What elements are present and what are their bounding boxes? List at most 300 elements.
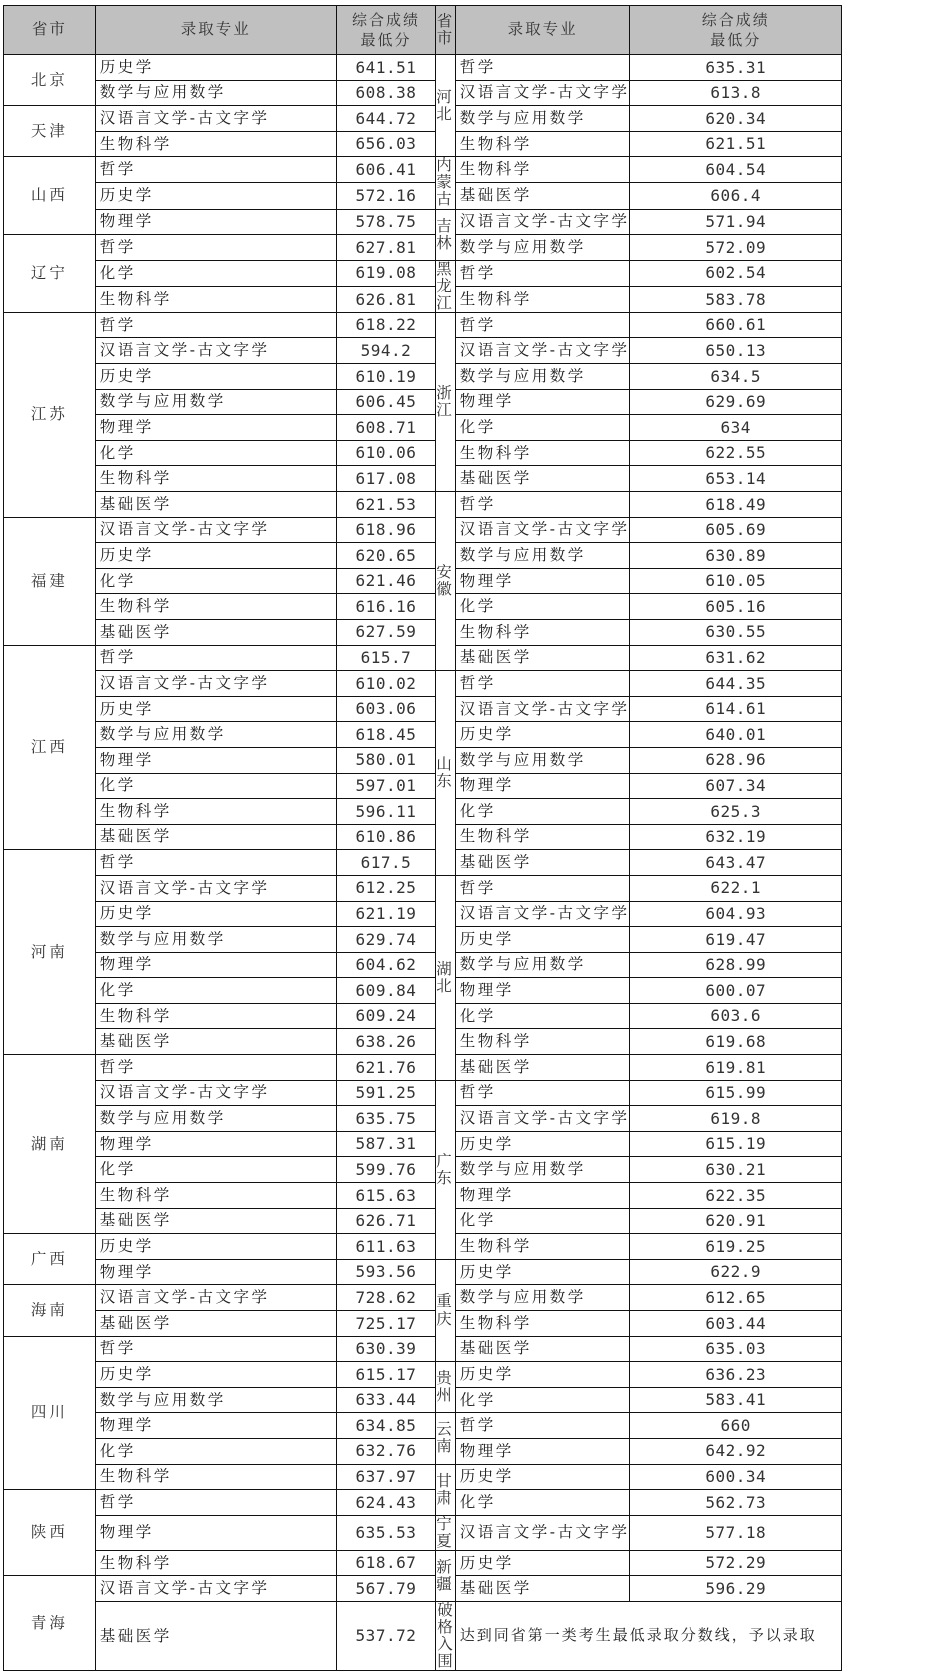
- major-cell: 历史学: [95, 1362, 336, 1388]
- score-cell: 606.41: [336, 157, 436, 183]
- score-cell: 630.21: [630, 1157, 841, 1183]
- score-cell: 603.06: [336, 696, 436, 722]
- score-cell: 640.01: [630, 722, 841, 748]
- header-province-right: 省市: [436, 6, 456, 55]
- major-cell: 汉语言文学-古文字学: [455, 1515, 630, 1550]
- major-cell: 哲学: [95, 1490, 336, 1516]
- province-cell: 福建: [4, 517, 96, 645]
- major-cell: 物理学: [455, 568, 630, 594]
- header-major-left: 录取专业: [95, 6, 336, 55]
- score-cell: 619.68: [630, 1029, 841, 1055]
- table-row: [4, 286, 933, 312]
- major-cell: 生物科学: [95, 1464, 336, 1490]
- major-cell: 基础医学: [95, 492, 336, 518]
- score-cell: 615.17: [336, 1362, 436, 1388]
- major-cell: 物理学: [95, 1259, 336, 1285]
- table-row: [4, 645, 933, 671]
- province-cell: 北京: [4, 55, 96, 106]
- score-cell: 619.25: [630, 1234, 841, 1260]
- score-cell: 596.11: [336, 799, 436, 825]
- province-cell: 河北: [436, 55, 456, 157]
- score-cell: 610.19: [336, 364, 436, 390]
- score-cell: 610.86: [336, 824, 436, 850]
- table-row: [4, 1003, 933, 1029]
- score-cell: 621.19: [336, 901, 436, 927]
- score-cell: 619.81: [630, 1055, 841, 1081]
- major-cell: 数学与应用数学: [455, 1285, 630, 1311]
- score-cell: 622.55: [630, 440, 841, 466]
- score-cell: 619.8: [630, 1106, 841, 1132]
- major-cell: 生物科学: [455, 1029, 630, 1055]
- table-header-row: [4, 6, 933, 55]
- score-cell: 632.19: [630, 824, 841, 850]
- score-cell: 627.59: [336, 619, 436, 645]
- major-cell: 基础医学: [455, 1576, 630, 1602]
- header-score-line2: 最低分: [360, 31, 412, 49]
- table-row: [4, 568, 933, 594]
- score-cell: 605.69: [630, 517, 841, 543]
- major-cell: 汉语言文学-古文字学: [455, 901, 630, 927]
- score-cell: 725.17: [336, 1311, 436, 1337]
- major-cell: 哲学: [455, 1080, 630, 1106]
- score-cell: 597.01: [336, 773, 436, 799]
- score-cell: 620.34: [630, 106, 841, 132]
- major-cell: 物理学: [455, 978, 630, 1004]
- table-row: [4, 824, 933, 850]
- header-score-left: [336, 6, 436, 55]
- score-cell: 622.1: [630, 875, 841, 901]
- admission-score-table-container: [3, 5, 933, 1671]
- score-cell: 624.43: [336, 1490, 436, 1516]
- major-cell: 哲学: [455, 671, 630, 697]
- province-cell: 云南: [436, 1413, 456, 1464]
- score-cell: 629.69: [630, 389, 841, 415]
- table-row: [4, 106, 933, 132]
- score-cell: 628.96: [630, 747, 841, 773]
- score-cell: 594.2: [336, 338, 436, 364]
- score-cell: 599.76: [336, 1157, 436, 1183]
- major-cell: 生物科学: [455, 824, 630, 850]
- major-cell: 物理学: [95, 747, 336, 773]
- score-cell: 618.49: [630, 492, 841, 518]
- province-cell: 内蒙古: [436, 156, 455, 209]
- score-cell: 621.53: [336, 492, 436, 518]
- table-row: [4, 747, 933, 773]
- table-row: [4, 1131, 933, 1157]
- score-cell: 603.44: [630, 1311, 841, 1337]
- score-cell: 629.74: [336, 927, 436, 953]
- major-cell: 基础医学: [455, 645, 630, 671]
- score-cell: 634.5: [630, 364, 841, 390]
- score-cell: 567.79: [336, 1576, 436, 1602]
- score-cell: 583.78: [630, 286, 841, 312]
- score-cell: 572.09: [630, 235, 841, 261]
- major-cell: 历史学: [95, 696, 336, 722]
- score-cell: 630.55: [630, 619, 841, 645]
- score-cell: 615.7: [336, 645, 436, 671]
- major-cell: 化学: [455, 1387, 630, 1413]
- table-row: [4, 543, 933, 569]
- major-cell: 哲学: [455, 875, 630, 901]
- major-cell: 基础医学: [95, 824, 336, 850]
- major-cell: 数学与应用数学: [455, 952, 630, 978]
- table-row: [4, 183, 933, 209]
- score-cell: 620.65: [336, 543, 436, 569]
- major-cell: 化学: [95, 978, 336, 1004]
- score-cell: 626.81: [336, 286, 436, 312]
- table-row: [4, 131, 933, 157]
- score-cell: 653.14: [630, 466, 841, 492]
- table-row: [4, 55, 933, 81]
- major-cell: 哲学: [455, 1413, 630, 1439]
- major-cell: 数学与应用数学: [455, 106, 630, 132]
- score-cell: 608.38: [336, 80, 436, 106]
- province-cell: 江西: [4, 645, 96, 850]
- table-row: [4, 466, 933, 492]
- score-cell: 622.35: [630, 1183, 841, 1209]
- table-row: [4, 1387, 933, 1413]
- major-cell: 物理学: [455, 389, 630, 415]
- score-cell: 580.01: [336, 747, 436, 773]
- major-cell: 哲学: [95, 312, 336, 338]
- major-cell: 物理学: [95, 1413, 336, 1439]
- major-cell: 汉语言文学-古文字学: [95, 1576, 336, 1602]
- table-row: [4, 1285, 933, 1311]
- score-cell: 606.4: [630, 183, 841, 209]
- score-cell: 644.35: [630, 671, 841, 697]
- score-cell: 617.5: [336, 850, 436, 876]
- major-cell: 历史学: [455, 1464, 630, 1490]
- major-cell: 汉语言文学-古文字学: [95, 875, 336, 901]
- table-row: [4, 722, 933, 748]
- table-row: [4, 1055, 933, 1081]
- province-cell: 安徽: [436, 492, 456, 671]
- score-cell: 621.76: [336, 1055, 436, 1081]
- score-cell: 626.71: [336, 1208, 436, 1234]
- major-cell: 历史学: [95, 1234, 336, 1260]
- major-cell: 生物科学: [455, 619, 630, 645]
- major-cell: 历史学: [95, 901, 336, 927]
- score-cell: 617.08: [336, 466, 436, 492]
- province-cell: 辽宁: [4, 235, 96, 313]
- score-cell: 641.51: [336, 55, 436, 81]
- major-cell: 基础医学: [95, 1602, 336, 1671]
- score-cell: 612.25: [336, 875, 436, 901]
- major-cell: 汉语言文学-古文字学: [455, 338, 630, 364]
- score-cell: 625.3: [630, 799, 841, 825]
- score-cell: 656.03: [336, 131, 436, 157]
- major-cell: 化学: [455, 1003, 630, 1029]
- table-row: [4, 209, 933, 235]
- table-row: [4, 1464, 933, 1490]
- major-cell: 基础医学: [455, 1336, 630, 1362]
- score-cell: 635.53: [336, 1515, 436, 1550]
- major-cell: 哲学: [95, 1055, 336, 1081]
- score-cell: 660.61: [630, 312, 841, 338]
- table-row: [4, 1157, 933, 1183]
- header-score-line1: 综合成绩: [351, 10, 420, 29]
- special-admission-label: 破格入围: [437, 1601, 454, 1671]
- score-cell: 615.63: [336, 1183, 436, 1209]
- header-major-right: 录取专业: [455, 6, 630, 55]
- province-cell: 山西: [4, 157, 96, 235]
- score-cell: 637.97: [336, 1464, 436, 1490]
- score-cell: 606.45: [336, 389, 436, 415]
- score-cell: 642.92: [630, 1438, 841, 1464]
- table-row: [4, 1208, 933, 1234]
- table-row: [4, 364, 933, 390]
- major-cell: 化学: [455, 1490, 630, 1516]
- major-cell: 哲学: [455, 260, 630, 286]
- major-cell: 物理学: [95, 415, 336, 441]
- score-cell: 622.9: [630, 1259, 841, 1285]
- score-cell: 596.29: [630, 1576, 841, 1602]
- table-row: [4, 1080, 933, 1106]
- table-row: [4, 1550, 933, 1576]
- major-cell: 历史学: [455, 1362, 630, 1388]
- province-cell: 新疆: [436, 1550, 456, 1601]
- score-cell: 603.6: [630, 1003, 841, 1029]
- table-row: [4, 235, 933, 261]
- province-cell: 四川: [4, 1336, 96, 1490]
- special-admission-note: 达到同省第一类考生最低录取分数线，予以录取: [455, 1602, 841, 1671]
- major-cell: 化学: [95, 440, 336, 466]
- score-cell: 615.99: [630, 1080, 841, 1106]
- table-row: [4, 312, 933, 338]
- major-cell: 化学: [95, 260, 336, 286]
- major-cell: 物理学: [95, 1515, 336, 1550]
- province-cell: 重庆: [436, 1259, 456, 1361]
- score-cell: 621.46: [336, 568, 436, 594]
- major-cell: 汉语言文学-古文字学: [95, 1285, 336, 1311]
- score-cell: 620.91: [630, 1208, 841, 1234]
- province-cell: 青海: [4, 1576, 96, 1671]
- major-cell: 哲学: [455, 492, 630, 518]
- score-cell: 644.72: [336, 106, 436, 132]
- score-cell: 602.54: [630, 260, 841, 286]
- score-cell: 615.19: [630, 1131, 841, 1157]
- table-row: [4, 1106, 933, 1132]
- table-row: [4, 1413, 933, 1439]
- score-cell: 562.73: [630, 1490, 841, 1516]
- major-cell: 哲学: [95, 157, 336, 183]
- score-cell: 650.13: [630, 338, 841, 364]
- score-cell: 572.16: [336, 183, 436, 209]
- major-cell: 历史学: [455, 722, 630, 748]
- major-cell: 基础医学: [455, 183, 630, 209]
- province-cell: 广东: [436, 1080, 456, 1259]
- major-cell: 生物科学: [455, 286, 630, 312]
- province-cell: 广西: [4, 1234, 96, 1285]
- major-cell: 基础医学: [95, 1208, 336, 1234]
- score-cell: 634.85: [336, 1413, 436, 1439]
- province-cell: 江苏: [4, 312, 96, 517]
- header-score-line2: 最低分: [710, 31, 762, 49]
- province-cell: 山东: [436, 671, 456, 876]
- major-cell: 汉语言文学-古文字学: [455, 80, 630, 106]
- score-cell: 613.8: [630, 80, 841, 106]
- score-cell: 600.34: [630, 1464, 841, 1490]
- score-cell: 610.06: [336, 440, 436, 466]
- major-cell: 化学: [455, 594, 630, 620]
- major-cell: 哲学: [455, 55, 630, 81]
- table-row: [4, 389, 933, 415]
- major-cell: 物理学: [455, 1438, 630, 1464]
- score-cell: 604.62: [336, 952, 436, 978]
- score-cell: 660: [630, 1413, 841, 1439]
- major-cell: 物理学: [455, 1183, 630, 1209]
- table-row: [4, 260, 933, 286]
- major-cell: 基础医学: [455, 850, 630, 876]
- province-cell: 甘肃: [436, 1464, 456, 1515]
- table-row: [4, 1259, 933, 1285]
- table-row: [4, 671, 933, 697]
- score-cell: 577.18: [630, 1515, 841, 1550]
- score-cell: 600.07: [630, 978, 841, 1004]
- table-row: [4, 1183, 933, 1209]
- table-row: [4, 927, 933, 953]
- score-cell: 578.75: [336, 209, 436, 235]
- major-cell: 数学与应用数学: [455, 543, 630, 569]
- table-row: [4, 978, 933, 1004]
- major-cell: 物理学: [95, 952, 336, 978]
- major-cell: 数学与应用数学: [95, 1106, 336, 1132]
- header-score-right: [630, 6, 841, 55]
- table-row: [4, 157, 933, 183]
- major-cell: 数学与应用数学: [95, 927, 336, 953]
- major-cell: 哲学: [95, 235, 336, 261]
- major-cell: 数学与应用数学: [455, 747, 630, 773]
- major-cell: 化学: [455, 799, 630, 825]
- major-cell: 化学: [455, 415, 630, 441]
- major-cell: 基础医学: [455, 466, 630, 492]
- score-cell: 611.63: [336, 1234, 436, 1260]
- score-cell: 618.22: [336, 312, 436, 338]
- major-cell: 历史学: [455, 1259, 630, 1285]
- major-cell: 历史学: [455, 1131, 630, 1157]
- major-cell: 数学与应用数学: [95, 389, 336, 415]
- major-cell: 生物科学: [455, 131, 630, 157]
- score-cell: 635.03: [630, 1336, 841, 1362]
- province-cell: 湖北: [436, 875, 456, 1080]
- table-row: [4, 901, 933, 927]
- table-row: [4, 1234, 933, 1260]
- score-cell: 605.16: [630, 594, 841, 620]
- score-cell: 630.39: [336, 1336, 436, 1362]
- score-cell: 631.62: [630, 645, 841, 671]
- major-cell: 历史学: [95, 183, 336, 209]
- major-cell: 哲学: [455, 312, 630, 338]
- table-row: [4, 1362, 933, 1388]
- table-row: [4, 1576, 933, 1602]
- table-row: [4, 619, 933, 645]
- table-row: [4, 415, 933, 441]
- table-row: [4, 1029, 933, 1055]
- score-cell: 634: [630, 415, 841, 441]
- table-row: [4, 1602, 933, 1671]
- province-cell: 海南: [4, 1285, 96, 1336]
- major-cell: 数学与应用数学: [95, 1387, 336, 1413]
- score-cell: 608.71: [336, 415, 436, 441]
- table-row: [4, 773, 933, 799]
- major-cell: 物理学: [95, 1131, 336, 1157]
- major-cell: 哲学: [95, 1336, 336, 1362]
- major-cell: 生物科学: [95, 131, 336, 157]
- major-cell: 历史学: [455, 1550, 630, 1576]
- major-cell: 生物科学: [95, 594, 336, 620]
- province-cell: 黑龙江: [436, 259, 455, 312]
- major-cell: 数学与应用数学: [455, 235, 630, 261]
- table-body: [4, 55, 933, 1671]
- score-cell: 632.76: [336, 1438, 436, 1464]
- major-cell: 哲学: [95, 850, 336, 876]
- score-cell: 583.41: [630, 1387, 841, 1413]
- table-row: [4, 696, 933, 722]
- province-cell: 天津: [4, 106, 96, 157]
- major-cell: 生物科学: [95, 286, 336, 312]
- score-cell: 537.72: [336, 1602, 436, 1671]
- major-cell: 生物科学: [95, 466, 336, 492]
- major-cell: 历史学: [95, 55, 336, 81]
- table-row: [4, 850, 933, 876]
- major-cell: 历史学: [95, 543, 336, 569]
- province-cell: 陕西: [4, 1490, 96, 1576]
- table-row: [4, 875, 933, 901]
- table-row: [4, 1515, 933, 1550]
- table-row: [4, 338, 933, 364]
- header-province-left: 省市: [4, 6, 96, 55]
- table-row: [4, 1438, 933, 1464]
- score-cell: 610.05: [630, 568, 841, 594]
- major-cell: 基础医学: [455, 1055, 630, 1081]
- score-cell: 604.54: [630, 157, 841, 183]
- score-cell: 609.24: [336, 1003, 436, 1029]
- major-cell: 化学: [95, 1438, 336, 1464]
- score-cell: 612.65: [630, 1285, 841, 1311]
- table-row: [4, 952, 933, 978]
- score-cell: 643.47: [630, 850, 841, 876]
- province-cell: 宁夏: [436, 1514, 455, 1550]
- province-cell: 浙江: [436, 312, 456, 491]
- major-cell: 生物科学: [455, 1234, 630, 1260]
- major-cell: 汉语言文学-古文字学: [95, 338, 336, 364]
- major-cell: 汉语言文学-古文字学: [95, 517, 336, 543]
- score-cell: 619.08: [336, 260, 436, 286]
- major-cell: 生物科学: [95, 799, 336, 825]
- score-cell: 618.67: [336, 1550, 436, 1576]
- score-cell: 593.56: [336, 1259, 436, 1285]
- major-cell: 基础医学: [95, 1311, 336, 1337]
- major-cell: 数学与应用数学: [95, 722, 336, 748]
- score-cell: 572.29: [630, 1550, 841, 1576]
- major-cell: 数学与应用数学: [455, 364, 630, 390]
- major-cell: 物理学: [95, 209, 336, 235]
- major-cell: 化学: [95, 773, 336, 799]
- score-cell: 635.75: [336, 1106, 436, 1132]
- table-row: [4, 440, 933, 466]
- table-row: [4, 517, 933, 543]
- score-cell: 571.94: [630, 209, 841, 235]
- admission-score-table: [3, 5, 933, 1671]
- score-cell: 616.16: [336, 594, 436, 620]
- score-cell: 633.44: [336, 1387, 436, 1413]
- major-cell: 生物科学: [95, 1183, 336, 1209]
- major-cell: 汉语言文学-古文字学: [455, 209, 630, 235]
- header-score-line1: 综合成绩: [701, 10, 770, 29]
- major-cell: 汉语言文学-古文字学: [455, 1106, 630, 1132]
- table-row: [4, 594, 933, 620]
- score-cell: 614.61: [630, 696, 841, 722]
